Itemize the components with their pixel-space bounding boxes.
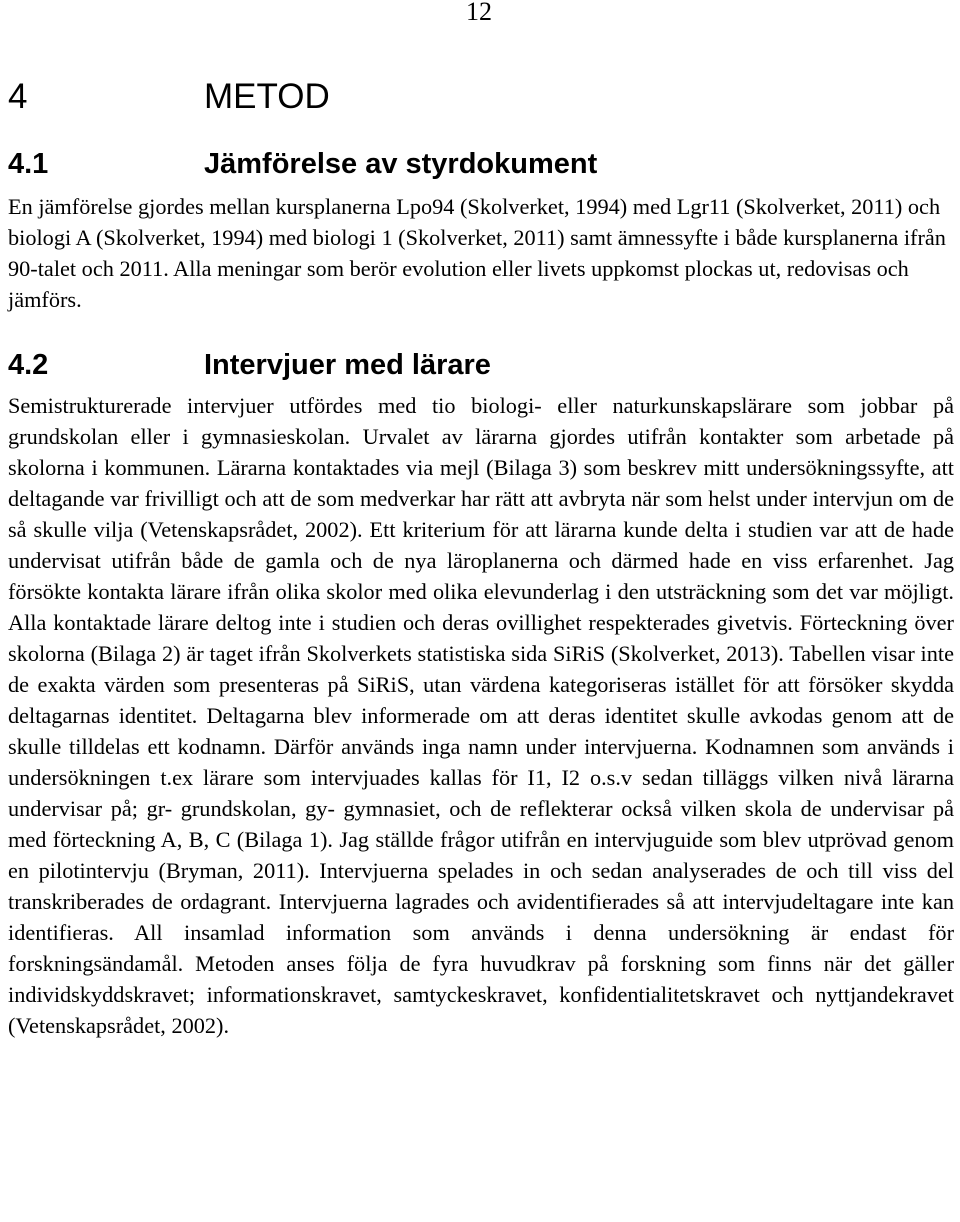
page-number: 12	[466, 0, 492, 26]
subsection-title: Intervjuer med lärare	[204, 349, 491, 381]
section-heading	[8, 77, 908, 117]
subsection-heading-4-1	[8, 146, 908, 182]
subsection-heading-4-2	[8, 347, 908, 383]
subsection-number: 4.2	[8, 349, 49, 381]
section-number: 4	[8, 77, 28, 116]
subsection-title: Jämförelse av styrdokument	[204, 148, 598, 180]
paragraph-4-2: Semistrukturerade intervjuer utfördes med tio biologi- eller naturkunskapslärare som jobbar på grundskolan eller i gymnasieskolan. Urvalet av lärarna gjordes utifrån kontakter som arbetade på skolorna i kommunen. Lärarna kontaktades via mejl (Bilaga 3) som beskrev mitt undersökningssyfte, att deltagande var frivilligt och att de som medverkar har rätt att avbryta när som helst under intervjun om de så skulle vilja (Vetenskapsrådet, 2002). Ett kriterium för att lärarna kunde delta i studien var att de hade undervisat utifrån både de gamla och de nya läroplanerna och därmed hade en viss erfarenhet. Jag försökte kontakta lärare ifrån olika skolor med olika elevunderlag i den utsträckning som det var möjligt. Alla kontaktade lärare deltog inte i studien och deras ovillighet respekterades givetvis. Förteckning över skolorna (Bilaga 2) är taget ifrån Skolverkets statistiska sida SiRiS (Skolverket, 2013). Tabellen visar inte de exakta värden som presenteras på SiRiS, utan värdena kategoriseras istället för att försöker skydda deltagarnas identitet. Deltagarna blev informerade om att deras identitet skulle avkodas genom att de skulle tilldelas ett kodnamn. Därför används inga namn under intervjuerna. Kodnamnen som används i undersökningen t.ex lärare som intervjuades kallas för I1, I2 o.s.v sedan tilläggs vilken nivå lärarna undervisar på; gr- grundskolan, gy- gymnasiet, och de reflekterar också vilken skola de undervisar på med förteckning A, B, C (Bilaga 1). Jag ställde frågor utifrån en intervjuguide som blev utprövad genom en pilotintervju (Bryman, 2011). Intervjuerna spelades in och sedan analyserades de och till viss del transkriberades de ordagrant. Intervjuerna lagrades och avidentifierades så att intervjudeltagare inte kan identifieras. All insamlad information som används i denna undersökning är endast för forskningsändamål. Metoden anses följa de fyra huvudkrav på forskning som finns när det gäller individskyddskravet; informationskravet, samtyckeskravet, konfidentialitetskravet och nyttjandekravet (Vetenskapsrådet, 2002).	[8, 393, 954, 1038]
subsection-number: 4.1	[8, 148, 49, 180]
section-title: METOD	[204, 77, 330, 116]
paragraph-4-1: En jämförelse gjordes mellan kursplanerna Lpo94 (Skolverket, 1994) med Lgr11 (Skolverket, 2011) och biologi A (Skolverket, 1994) med biologi 1 (Skolverket, 2011) samt ämnessyfte i både kursplanerna ifrån 90-talet och 2011. Alla meningar som berör evolution eller livets uppkomst plockas ut, redovisas och jämförs.	[8, 194, 946, 312]
